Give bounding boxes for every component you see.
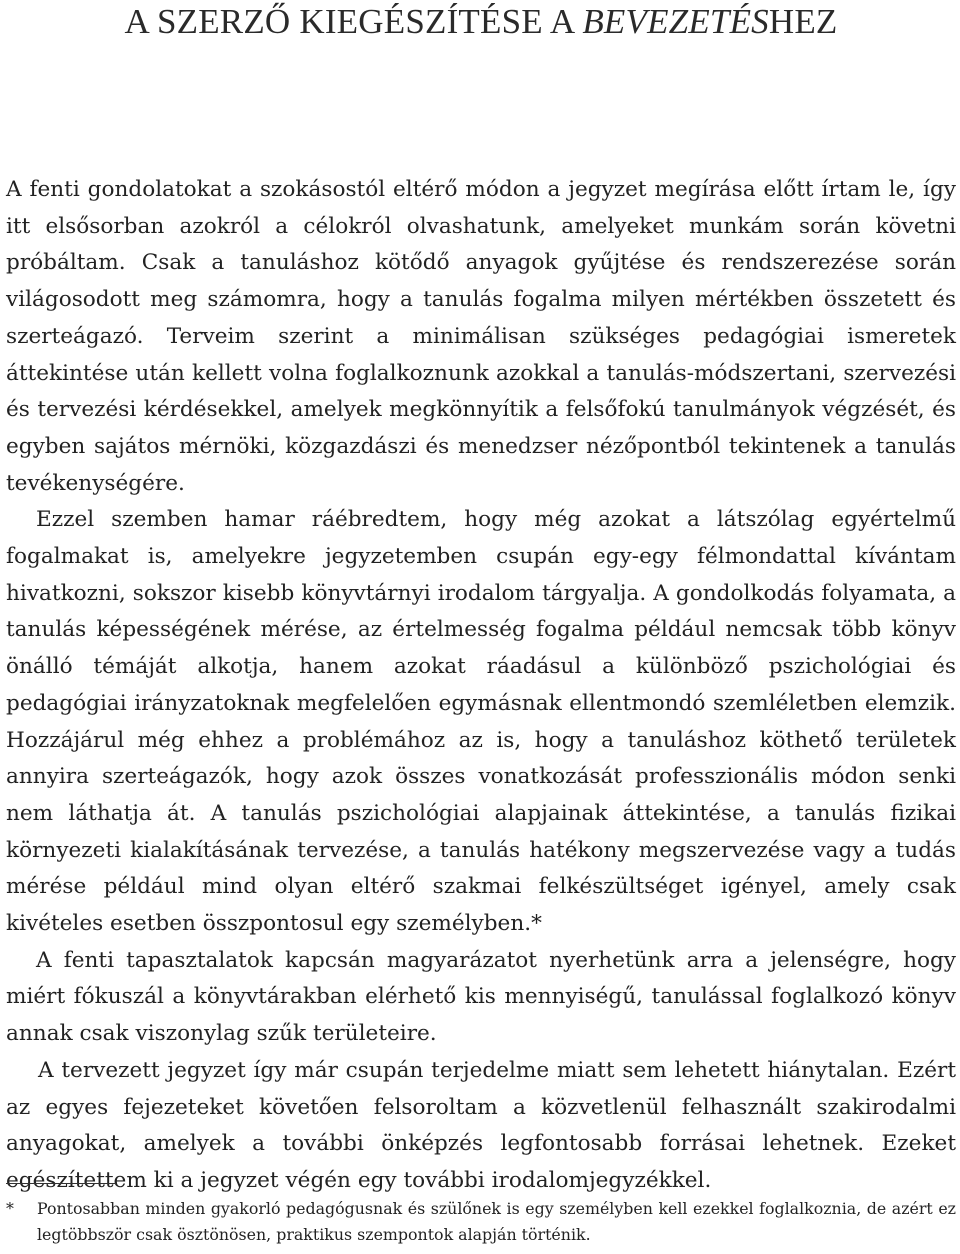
footnote-mark: * [6,1199,14,1218]
paragraph-2: Ezzel szemben hamar ráébredtem, hogy még azokat a látszólag egyértelmű fogalmakat is, amelyekre jegyzetemben csupán egy-egy félmondattal kívántam hivatkozni, sokszor kisebb könyvtárnyi irodalom tárgyalja. A gondolkodás folyamata, a tanulás képességének mérése, az értelmesség fogalma például nemcsak több könyv önálló témáját alkotja, hanem azokat ráadásul a különböző pszichológiai és pedagógiai irányzatoknak megfelelően egymásnak ellentmondó szemléletben elemzik. Hozzájárul még ehhez a problémához az is, hogy a tanuláshoz köthető területek annyira szerteágazók, hogy azok összes vonatkozását professzionális módon senki nem láthatja át. A tanulás pszichológiai alapjainak áttekintése, a tanulás fizikai környezeti kialakításának tervezése, a tanulás hatékony megszervezése vagy a tudás mérése például mind olyan eltérő szakmai felkészültséget igényel, amely csak kivételes esetben összpontosul egy személyben.* [6,507,956,937]
title-suffix: HEZ [768,2,838,41]
title-italic: BEVEZETÉS [582,2,769,41]
document-page [6,0,956,1254]
footnote-divider [6,1183,116,1184]
paragraph-1: A fenti gondolatokat a szokásostól eltérő módon a jegyzet megírása előtt írtam le, így itt elsősorban azokról a célokról olvashatunk, amelyeket munkám során követni próbáltam. Csak a tanuláshoz kötődő anyagok gyűjtése és rendszerezése során világosodott meg számomra, hogy a tanulás fogalma milyen mértékben összetett és szerteágazó. Terveim szerint a minimálisan szükséges pedagógiai ismeretek áttekintése után kellett volna foglalkoznunk azokkal a tanulás-módszertani, szervezési és tervezési kérdésekkel, amelyek megkönnyítik a felsőfokú tanulmányok végzését, és egyben sajátos mérnöki, közgazdászi és menedzser nézőpontból tekintenek a tanulás tevékenységére. [6,177,956,496]
body-text [6,172,956,1200]
footnote [6,1196,956,1248]
paragraph-4: A tervezett jegyzet így már csupán terjedelme miatt sem lehetett hiánytalan. Ezért az egyes fejezeteket követően felsoroltam a közvetlenül felhasznált szakirodalmi anyagokat, amelyek a további önképzés legfontosabb forrásai lehetnek. Ezeket egészítettem ki a jegyzet végén egy további irodalomjegyzékkel. [6,1057,956,1193]
footnote-text: Pontosabban minden gyakorló pedagógusnak és szülőnek is egy személyben kell ezekkel foglalkoznia, de azért ez legtöbbször csak ösztönösen, praktikus szempontok alapján történik. [37,1199,956,1244]
paragraph-3: A fenti tapasztalatok kapcsán magyarázatot nyerhetünk arra a jelenségre, hogy miért fókuszál a könyvtárakban elérhető kis mennyiségű, tanulással foglalkozó könyv annak csak viszonylag szűk területeire. [6,947,956,1047]
page-title [6,2,956,42]
title-prefix: A SZERZŐ KIEGÉSZÍTÉSE A [124,2,583,41]
